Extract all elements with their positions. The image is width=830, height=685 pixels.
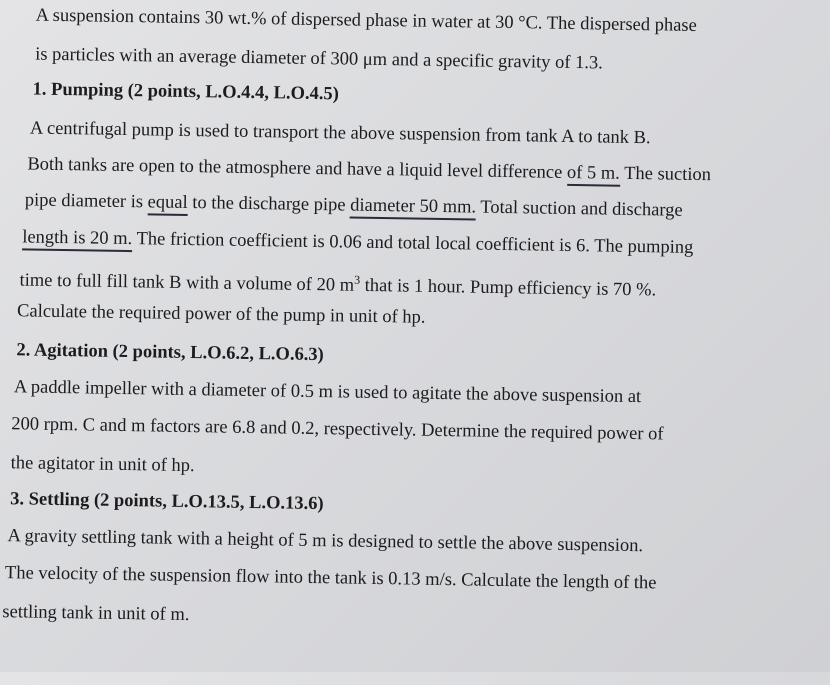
pumping-line-1: A centrifugal pump is used to transport the above suspension from tank A to tank B. — [29, 118, 651, 149]
settling-line-3: settling tank in unit of m. — [2, 602, 190, 626]
pumping-line-3-text-a: pipe diameter is — [24, 190, 144, 213]
pumping-line-5-text-b: that is 1 hour. Pump efficiency is 70 %. — [359, 275, 657, 301]
pumping-line-4-text-b: The friction coefficient is 0.06 and total local coefficient is 6. The pumping — [136, 229, 694, 258]
settling-line-2: The velocity of the suspension flow into the tank is 0.13 m/s. Calculate the length of the — [4, 563, 657, 594]
intro-line-2: is particles with an average diameter of 300 μm and a specific gravity of 1.3. — [34, 44, 604, 74]
pumping-line-5-text-a: time to full fill tank B with a volume of 20 m — [19, 270, 355, 296]
pumping-line-3-text-c: to the discharge pipe — [192, 193, 346, 216]
pumping-line-5 — [19, 263, 656, 301]
underlined-equal: equal — [147, 192, 187, 216]
agitation-heading: 2. Agitation (2 points, L.O.6.2, L.O.6.3) — [16, 340, 324, 366]
underlined-length: length is 20 m. — [22, 227, 132, 252]
settling-heading: 3. Settling (2 points, L.O.13.5, L.O.13.6) — [10, 489, 324, 515]
agitation-line-2: 200 rpm. C and m factors are 6.8 and 0.2, respectively. Determine the required power of — [11, 414, 664, 445]
intro-line-1: A suspension contains 30 wt.% of dispersed phase in water at 30 °C. The dispersed phase — [35, 5, 697, 36]
pumping-line-4 — [22, 226, 693, 259]
settling-line-1: A gravity settling tank with a height of 5 m is designed to settle the above suspension. — [7, 526, 644, 557]
pumping-line-2-text-c: The suction — [623, 163, 712, 186]
pumping-line-2 — [27, 153, 711, 186]
pumping-line-3-text-e: Total suction and discharge — [480, 197, 683, 221]
agitation-line-1: A paddle impeller with a diameter of 0.5 m is used to agitate the above suspension at — [13, 377, 642, 408]
agitation-line-3: the agitator in unit of hp. — [10, 453, 195, 477]
underlined-level-difference: of 5 m. — [567, 163, 620, 187]
pumping-line-6: Calculate the required power of the pump in unit of hp. — [16, 301, 426, 328]
cubic-superscript: 3 — [354, 272, 361, 287]
underlined-diameter: diameter 50 mm. — [350, 196, 476, 221]
pumping-line-2-text-a: Both tanks are open to the atmosphere and have a liquid level difference — [27, 154, 563, 183]
pumping-heading: 1. Pumping (2 points, L.O.4.4, L.O.4.5) — [32, 79, 340, 105]
pumping-line-3 — [25, 189, 683, 221]
